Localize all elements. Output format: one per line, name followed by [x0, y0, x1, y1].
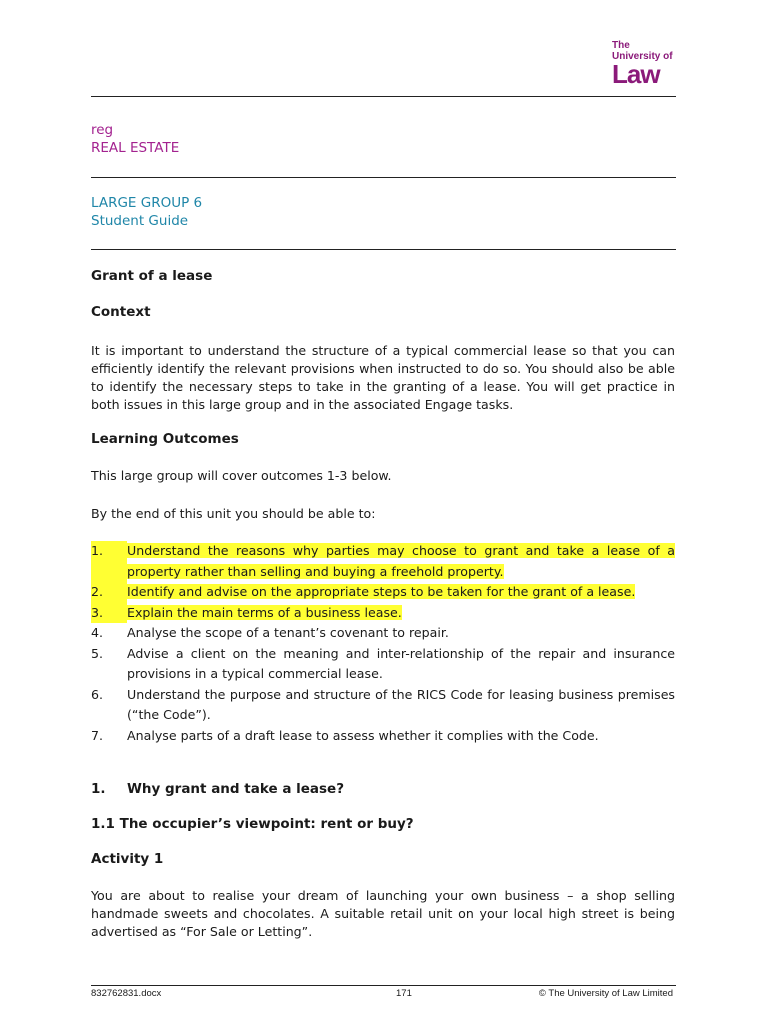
course-subject: REAL ESTATE: [91, 140, 180, 156]
outcome-text: [127, 644, 675, 685]
outcome-text: [127, 685, 675, 726]
outcome-item: [91, 623, 675, 644]
group-title: LARGE GROUP 6: [91, 195, 203, 211]
logo-line-3: Law: [612, 59, 660, 89]
logo-line-1: The: [612, 40, 630, 51]
footer-copyright: © The University of Law Limited: [538, 988, 673, 999]
outcome-number: 2.: [91, 582, 127, 603]
outcome-text-content: Analyse parts of a draft lease to assess whether it complies with the Code.: [127, 727, 599, 743]
outcome-text-content: Understand the purpose and structure of the RICS Code for leasing business premises (“the Code”).: [127, 686, 675, 722]
outcome-number: 7.: [91, 727, 104, 743]
outcome-item: [91, 685, 675, 726]
outcome-text: [127, 603, 675, 624]
outcome-text-content: Advise a client on the meaning and inter-relationship of the repair and insurance provisions in a typical commercial lease.: [127, 645, 675, 681]
outcomes-lead: By the end of this unit you should be able to:: [91, 506, 376, 521]
footer-filename: 832762831.docx: [91, 988, 162, 999]
outcomes-list: [91, 541, 675, 746]
outcome-item: [91, 726, 675, 747]
outcome-number: 5.: [91, 645, 104, 661]
footer-divider: [91, 985, 676, 986]
course-code: reg: [91, 122, 114, 138]
outcome-number: 4.: [91, 625, 104, 640]
learning-outcomes-heading: Learning Outcomes: [91, 431, 239, 447]
outcome-item: [91, 541, 675, 582]
university-of-law-logo: [612, 40, 674, 89]
outcome-number: 1.: [91, 541, 127, 582]
divider: [91, 177, 676, 178]
outcome-item: [91, 644, 675, 685]
activity-paragraph: You are about to realise your dream of launching your own business – a shop selling handmade sweets and chocolates. A suitable retail unit on your local high street is being advertised as “For Sale or Letting”.: [91, 888, 675, 939]
outcomes-intro: This large group will cover outcomes 1-3 below.: [91, 468, 392, 483]
context-paragraph: It is important to understand the structure of a typical commercial lease so that you can efficiently identify the relevant provisions when instructed to do so. You should also be able to identify the necessary steps to take in the granting of a lease. You will get practice in both issues in this large group and in the associated Engage tasks.: [91, 343, 675, 412]
context-heading: Context: [91, 304, 151, 320]
outcome-text: [127, 541, 675, 582]
divider: [91, 249, 676, 250]
page-title: Grant of a lease: [91, 268, 213, 284]
logo-line-2: University of: [612, 51, 673, 62]
outcome-item: [91, 603, 675, 624]
outcome-text-content: Understand the reasons why parties may choose to grant and take a lease of a property rather than selling and buying a freehold property.: [127, 543, 675, 579]
outcome-text: [127, 582, 675, 603]
outcome-text: [127, 623, 675, 644]
outcome-text-content: Explain the main terms of a business lease.: [127, 604, 402, 620]
outcome-number: 6.: [91, 686, 104, 702]
outcome-text: [127, 726, 675, 747]
activity-heading: Activity 1: [91, 851, 164, 867]
guide-title: Student Guide: [91, 213, 189, 229]
footer-page-number: 171: [396, 988, 412, 999]
outcome-text-content: Identify and advise on the appropriate steps to be taken for the grant of a lease.: [127, 584, 636, 599]
section-1-heading: Why grant and take a lease?: [127, 781, 345, 797]
section-1-number: 1.: [91, 781, 106, 797]
section-1-1-heading: 1.1 The occupier’s viewpoint: rent or buy?: [91, 816, 414, 832]
outcome-number: 3.: [91, 603, 127, 624]
outcome-text-content: Analyse the scope of a tenant’s covenant to repair.: [127, 625, 449, 640]
outcome-item: [91, 582, 675, 603]
divider: [91, 96, 676, 97]
